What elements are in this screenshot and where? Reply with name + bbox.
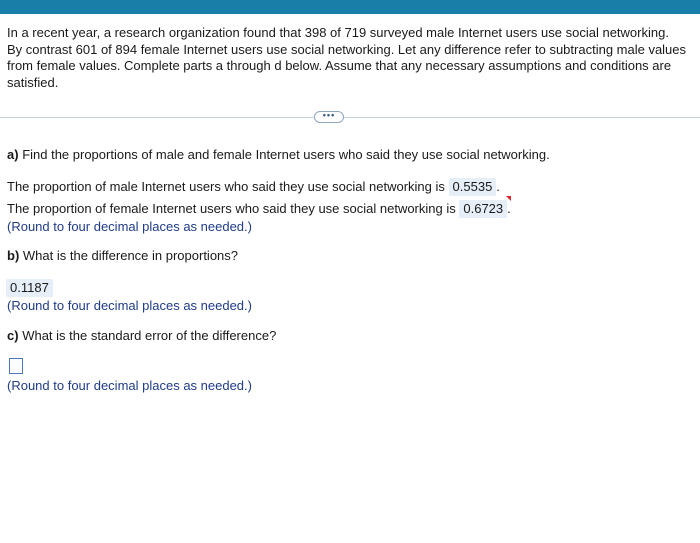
standard-error-input[interactable]: [9, 358, 23, 374]
part-c-question: [7, 328, 276, 344]
part-b-question-text: What is the difference in proportions?: [22, 248, 239, 263]
section-divider: [0, 117, 700, 118]
difference-answer[interactable]: 0.1187: [6, 279, 53, 297]
error-flag-icon: [506, 196, 511, 201]
female-period: .: [507, 201, 511, 216]
female-proportion-value: 0.6723: [463, 201, 504, 216]
male-proportion-answer[interactable]: 0.5535: [449, 178, 497, 196]
part-b-question: [7, 248, 238, 264]
part-b-answer-line: [6, 279, 53, 297]
female-proportion-label: The proportion of female Internet users who said they use social networking is: [7, 201, 456, 216]
female-proportion-answer[interactable]: [459, 200, 507, 218]
female-proportion-line: [7, 200, 511, 218]
more-icon: •••: [322, 110, 336, 120]
part-c-label: c): [7, 328, 19, 343]
part-c-question-text: What is the standard error of the difference?: [22, 328, 277, 343]
header-bar: [0, 0, 700, 14]
male-period: .: [496, 179, 500, 194]
part-b-hint: (Round to four decimal places as needed.): [7, 298, 252, 313]
problem-statement: In a recent year, a research organization found that 398 of 719 surveyed male Internet users use social networking. By contrast 601 of 894 female Internet users use social networking. Let any difference refer to subtracting male values from female values. Complete parts a through d below. Assume that any necessary assumptions and conditions are satisfied.: [7, 25, 687, 90]
part-c-hint: (Round to four decimal places as needed.): [7, 378, 252, 393]
expand-button[interactable]: [314, 111, 344, 123]
part-b-label: b): [7, 248, 20, 263]
male-proportion-label: The proportion of male Internet users who said they use social networking is: [7, 179, 445, 194]
part-a-question: [7, 147, 550, 163]
part-a-hint: (Round to four decimal places as needed.): [7, 219, 252, 234]
part-a-question-text: Find the proportions of male and female Internet users who said they use social networking.: [22, 147, 550, 162]
male-proportion-line: [7, 178, 500, 196]
part-a-label: a): [7, 147, 19, 162]
